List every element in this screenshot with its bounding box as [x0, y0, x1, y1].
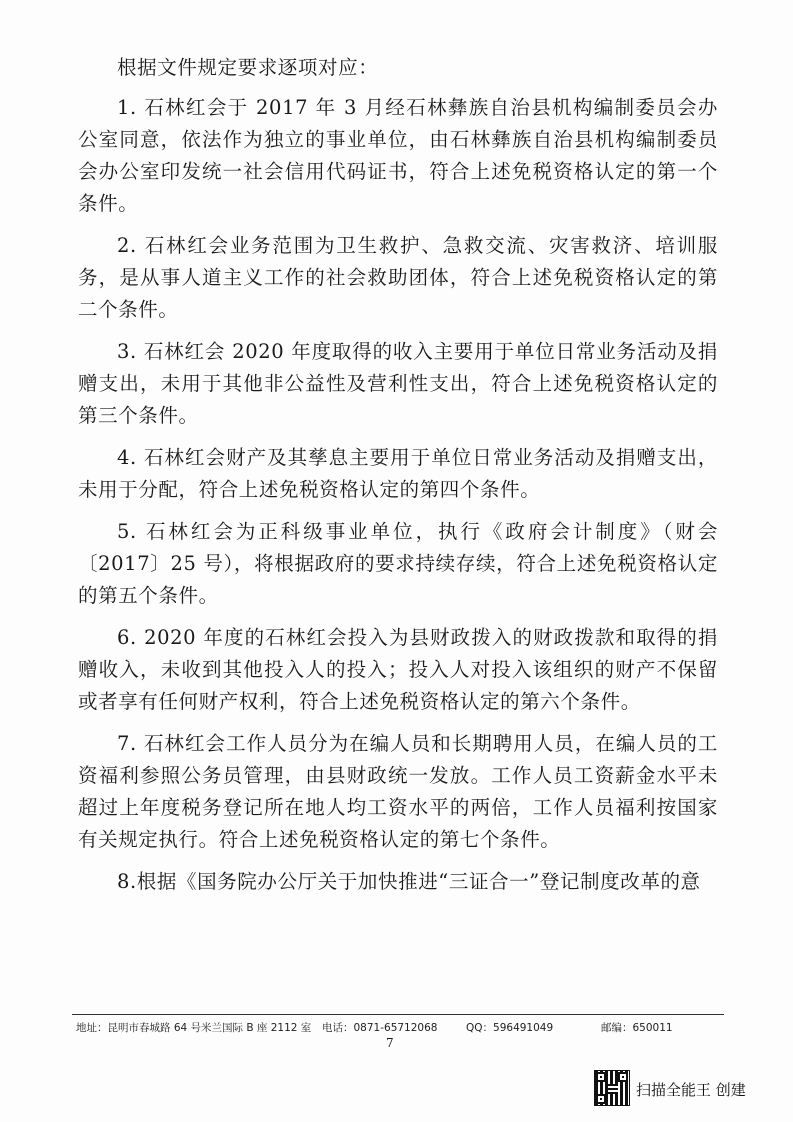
- qr-code-icon: [594, 1070, 630, 1106]
- footer-phone: 电话：0871-65712068: [322, 1022, 438, 1034]
- footer-postcode: 邮编：650011: [601, 1022, 673, 1034]
- document-body: [78, 52, 718, 908]
- page-number: 7: [386, 1036, 394, 1050]
- paragraph-1: 1. 石林红会于 2017 年 3 月经石林彝族自治县机构编制委员会办公室同意，依法作为独立的事业单位，由石林彝族自治县机构编制委员会办公室印发统一社会信用代码证书，符合上述免税资格认定的第一个条件。: [78, 96, 718, 215]
- paragraph-2: 2. 石林红会业务范围为卫生救护、急救交流、灾害救济、培训服务，是从事人道主义工作的社会救助团体，符合上述免税资格认定的第二个条件。: [78, 234, 718, 321]
- scanner-watermark: [594, 1070, 784, 1110]
- paragraph-6: 6. 2020 年度的石林红会投入为县财政拨入的财政拨款和取得的捐赠收入，未收到其他投入人的投入；投入人对投入该组织的财产不保留或者享有任何财产权利，符合上述免税资格认定的第六个条件。: [78, 626, 718, 713]
- footer-qq: QQ：596491049: [466, 1022, 554, 1034]
- paragraph-4: 4. 石林红会财产及其孳息主要用于单位日常业务活动及捐赠支出，未用于分配，符合上述免税资格认定的第四个条件。: [78, 446, 718, 501]
- paragraph-8: 8.根据《国务院办公厅关于加快推进“三证合一”登记制度改革的意: [117, 870, 701, 893]
- intro-paragraph: 根据文件规定要求逐项对应：: [117, 56, 379, 79]
- paragraph-5: 5. 石林红会为正科级事业单位，执行《政府会计制度》（财会〔2017〕25 号），将根据政府的要求持续存续，符合上述免税资格认定的第五个条件。: [78, 520, 718, 607]
- footer-divider: [72, 1014, 724, 1015]
- watermark-text: 扫描全能王 创建: [636, 1081, 746, 1099]
- paragraph-7: 7. 石林红会工作人员分为在编人员和长期聘用人员，在编人员的工资福利参照公务员管理，由县财政统一发放。工作人员工资薪金水平未超过上年度税务登记所在地人均工资水平的两倍，工作人员福利按国家有关规定执行。符合上述免税资格认定的第七个条件。: [78, 732, 718, 851]
- footer: [76, 1020, 696, 1036]
- footer-address: 地址：昆明市春城路 64 号米兰国际 B 座 2112 室: [76, 1022, 312, 1034]
- paragraph-3: 3. 石林红会 2020 年度取得的收入主要用于单位日常业务活动及捐赠支出，未用于其他非公益性及营利性支出，符合上述免税资格认定的第三个条件。: [78, 340, 718, 427]
